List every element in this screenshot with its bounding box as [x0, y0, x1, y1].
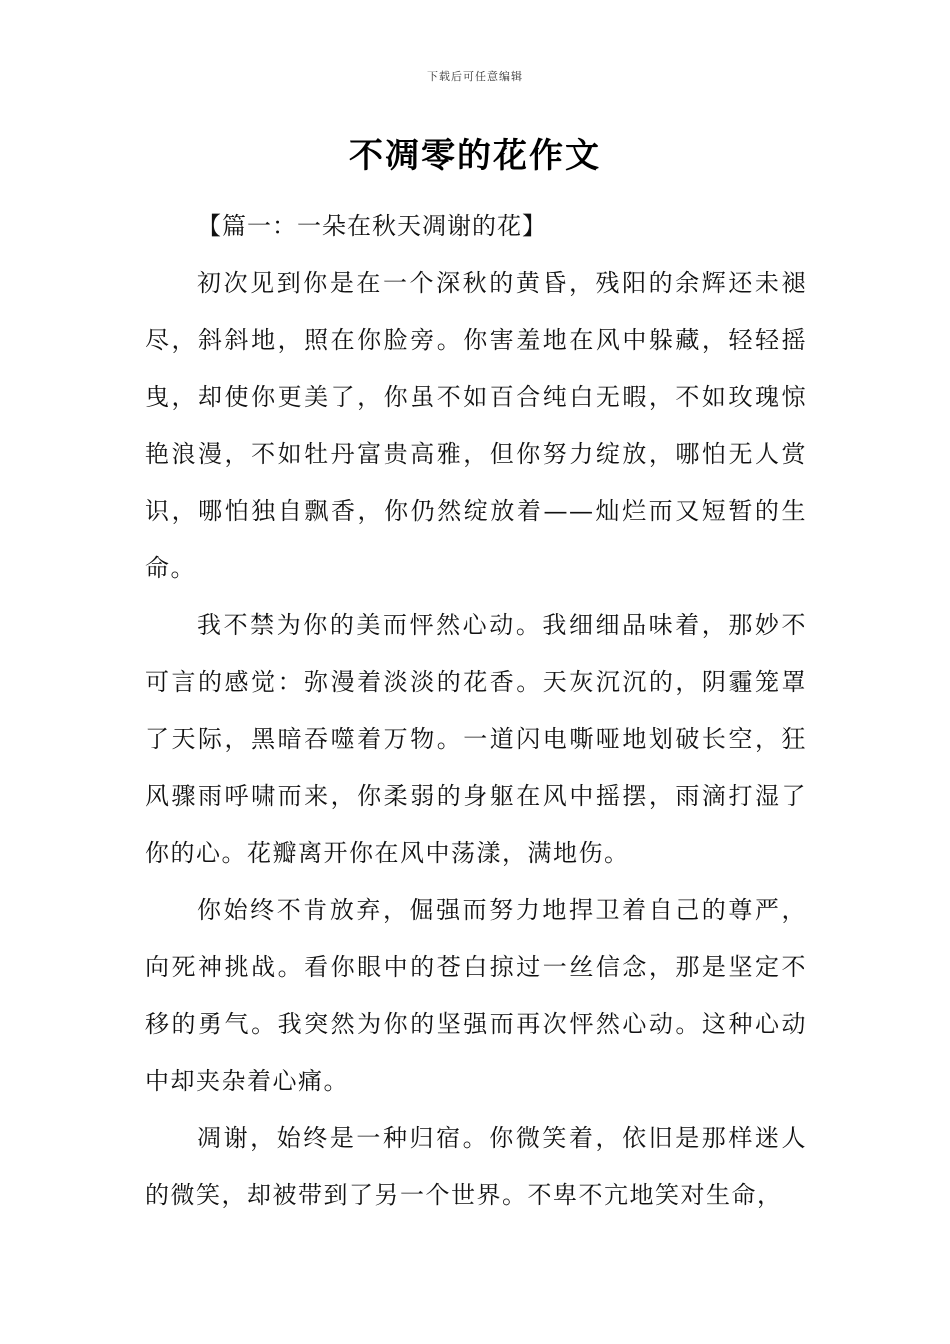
document-body [145, 198, 807, 1224]
section-heading: 【篇一：一朵在秋天凋谢的花】 [197, 212, 547, 240]
document-title: 不凋零的花作文 [349, 136, 601, 176]
paragraph-1: 初次见到你是在一个深秋的黄昏，残阳的余辉还未褪尽，斜斜地，照在你脸旁。你害羞地在风中躲藏，轻轻摇曳，却使你更美了，你虽不如百合纯白无暇，不如玫瑰惊艳浪漫，不如牡丹富贵高雅，但你努力绽放，哪怕无人赏识，哪怕独自飘香，你仍然绽放着——灿烂而又短暂的生命。 [145, 269, 807, 582]
paragraph-3: 你始终不肯放弃，倔强而努力地捍卫着自己的尊严，向死神挑战。看你眼中的苍白掠过一丝信念，那是坚定不移的勇气。我突然为你的坚强而再次怦然心动。这种心动中却夹杂着心痛。 [145, 896, 807, 1095]
paragraph-4: 凋谢，始终是一种归宿。你微笑着，依旧是那样迷人的微笑，却被带到了另一个世界。不卑不亢地笑对生命， [145, 1124, 807, 1209]
paragraph-2: 我不禁为你的美而怦然心动。我细细品味着，那妙不可言的感觉：弥漫着淡淡的花香。天灰沉沉的，阴霾笼罩了天际，黑暗吞噬着万物。一道闪电嘶哑地划破长空，狂风骤雨呼啸而来，你柔弱的身躯在风中摇摆，雨滴打湿了你的心。花瓣离开你在风中荡漾，满地伤。 [145, 611, 807, 867]
header-note: 下载后可任意编辑 [427, 70, 523, 83]
